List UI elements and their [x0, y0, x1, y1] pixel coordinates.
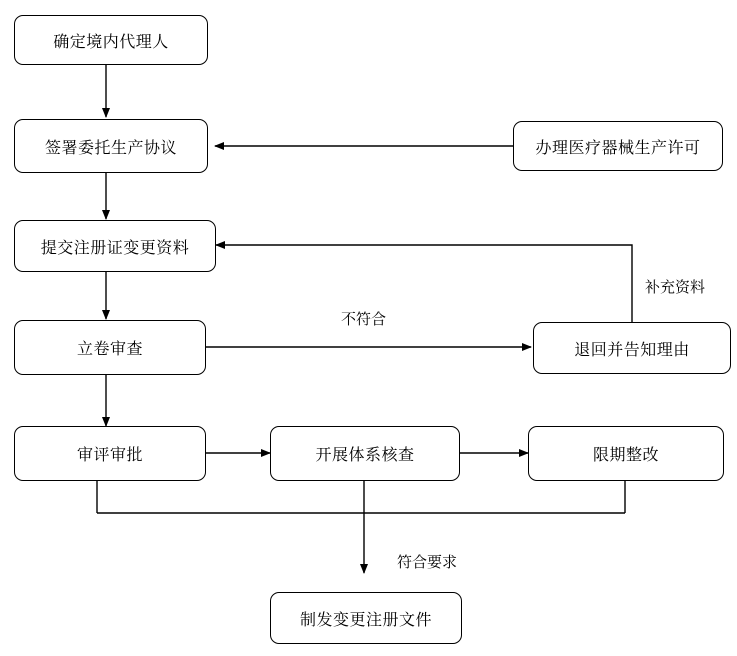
node-apply-medical-device-production-license[interactable]	[513, 121, 723, 171]
node-label: 确定境内代理人	[53, 33, 169, 51]
node-label: 提交注册证变更资料	[40, 239, 190, 257]
node-submit-registration-change-materials[interactable]	[14, 220, 216, 272]
node-label: 办理医疗器械生产许可	[535, 139, 701, 157]
node-label: 退回并告知理由	[574, 341, 690, 359]
edge-label-meets-requirements: 符合要求	[397, 554, 458, 571]
node-sign-entrusted-production-agreement[interactable]	[14, 119, 208, 173]
node-filing-review[interactable]	[14, 320, 206, 375]
node-conduct-system-inspection[interactable]	[270, 426, 460, 481]
node-rectification-within-time-limit[interactable]	[528, 426, 724, 481]
node-label: 制发变更注册文件	[299, 611, 432, 629]
node-label: 审评审批	[76, 447, 143, 464]
node-label: 立卷审查	[76, 341, 143, 358]
node-determine-domestic-agent[interactable]	[14, 15, 208, 65]
edge-label-not-conform: 不符合	[341, 311, 387, 328]
node-review-and-approval[interactable]	[14, 426, 206, 481]
node-label: 限期整改	[592, 447, 659, 464]
node-issue-change-registration-document[interactable]	[270, 592, 462, 644]
node-label: 签署委托生产协议	[44, 139, 177, 157]
node-label: 开展体系核查	[315, 447, 415, 464]
edge-label-supplement-materials: 补充资料	[645, 279, 706, 296]
node-return-and-inform-reason[interactable]	[533, 322, 731, 374]
